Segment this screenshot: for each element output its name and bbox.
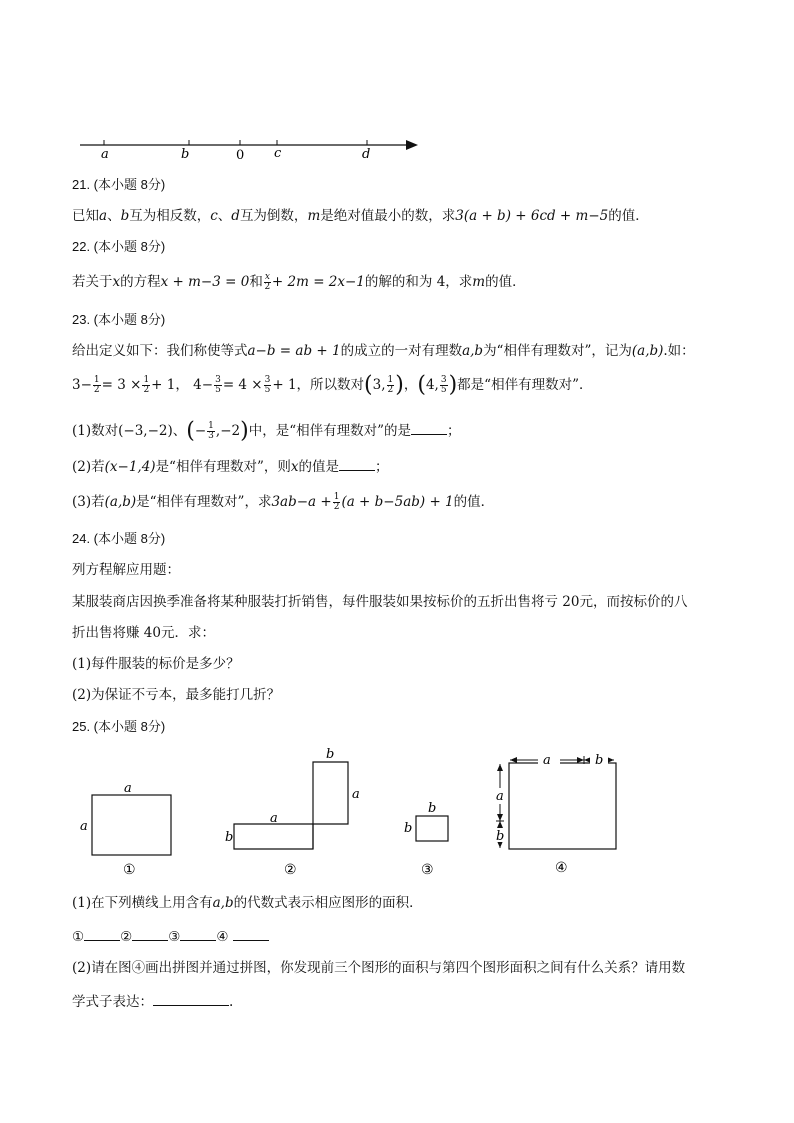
- q23-part2: (2)若(x−1,4)是“相伴有理数对”，则x的值是 ；: [72, 456, 389, 477]
- figure2-shape: [234, 762, 348, 849]
- fraction: $\frac{3}{5}$: [215, 375, 221, 395]
- answer-blank-relation[interactable]: [153, 991, 229, 1006]
- answer-blank-3[interactable]: [180, 926, 216, 941]
- figure1-label-top: a: [124, 781, 132, 796]
- q24-line1: 列方程解应用题：: [72, 562, 180, 578]
- q25-figures: [0, 740, 794, 880]
- figure4-label-left-a: a: [496, 789, 504, 804]
- fraction: $\frac{1}{2}$: [93, 375, 100, 395]
- figure4-label-left-b: b: [496, 829, 505, 844]
- q21-expression: 3(a + b) + 6cd + m−5: [455, 208, 609, 224]
- figure3-square: [416, 816, 448, 841]
- fraction: $\frac{3}{5}$: [440, 375, 447, 395]
- q21-text: 已知a、b互为相反数，c、d互为倒数，m是绝对值最小的数，求3(a + b) + 6cd + m−5的值．: [72, 208, 649, 224]
- arrow-icon: [584, 757, 591, 763]
- figure2-caption: ②: [284, 862, 297, 878]
- figure2-label-right-a: a: [352, 787, 360, 802]
- figure3-label-left: b: [404, 821, 413, 836]
- label-d: d: [362, 147, 371, 162]
- answer-blank-4[interactable]: [233, 926, 269, 941]
- q23-header: 23. (本小题 8分): [72, 312, 166, 327]
- figure1-square: [92, 795, 171, 855]
- q22-text: 若关于x的方程x + m−3 = 0和 $\frac{x}{2}$ + 2m = 2x−1的解的和为 4，求m的值．: [72, 272, 526, 292]
- answer-blank-1[interactable]: [84, 926, 120, 941]
- arrow-icon: [607, 757, 614, 763]
- q23-examples: 3− $\frac{1}{2}$ = 3 × $\frac{1}{2}$ + 1， 4− $\frac{3}{5}$ = 4 × $\frac{3}{5}$ + 1，所以数对(3, $\frac{1}{2}$ )，(4, $\frac{3}{5}$ )都是“相伴有理数对”．: [72, 372, 593, 398]
- number-line-arrow: [406, 140, 418, 150]
- figure1-caption: ①: [123, 862, 136, 878]
- q23-definition: 给出定义如下：我们称使等式a−b = ab + 1的成立的一对有理数a,b为“相伴有理数对”，记为(a,b).如：: [72, 343, 695, 359]
- answer-blank[interactable]: [339, 456, 375, 471]
- label-a: a: [101, 147, 109, 162]
- figure3-label-top: b: [428, 801, 437, 816]
- fraction: $\frac{x}{2}$: [264, 272, 271, 292]
- figure4-label-top-a: a: [543, 753, 551, 768]
- arrow-icon: [577, 757, 584, 763]
- figure2-label-left-b: b: [225, 830, 234, 845]
- number-line: [72, 130, 432, 170]
- fraction: $\frac{1}{2}$: [143, 375, 150, 395]
- label-b: b: [181, 147, 190, 162]
- q25-part1: (1)在下列横线上用含有a,b的代数式表示相应图形的面积．: [72, 895, 423, 911]
- fraction: $\frac{1}{3}$: [208, 421, 214, 441]
- arrow-icon: [497, 821, 503, 828]
- figure1-label-left: a: [80, 819, 88, 834]
- figure4-label-top-b: b: [595, 753, 604, 768]
- q25-header: 25. (本小题 8分): [72, 719, 166, 734]
- label-c: c: [274, 146, 282, 161]
- fraction: $\frac{3}{5}$: [264, 375, 271, 395]
- arrow-icon: [497, 814, 503, 821]
- q24-line3: 折出售将赚 40元．求：: [72, 625, 215, 641]
- fraction: $\frac{1}{2}$: [387, 375, 394, 395]
- q25-part2-line2: 学式子表达： .: [72, 991, 233, 1012]
- q24-part1: (1)每件服装的标价是多少？: [72, 656, 240, 672]
- q23-part1: (1)数对(−3,−2)、(− $\frac{1}{3}$ ,−2)中，是“相伴有理数对”的是 ；: [72, 418, 461, 444]
- q23-part3: (3)若(a,b)是“相伴有理数对”，求3ab−a + $\frac{1}{2}$ (a + b−5ab) + 1的值．: [72, 492, 495, 512]
- q21-header: 21. (本小题 8分): [72, 177, 166, 192]
- q25-blanks: ① ② ③ ④: [72, 926, 269, 947]
- q22-header: 22. (本小题 8分): [72, 239, 166, 254]
- label-0: 0: [236, 148, 245, 163]
- q25-part2-line1: (2)请在图④画出拼图并通过拼图，你发现前三个图形的面积与第四个图形面积之间有什么关系？请用数: [72, 960, 686, 976]
- fraction: $\frac{1}{2}$: [333, 492, 340, 512]
- q24-line2: 某服装商店因换季准备将某种服装打折销售，每件服装如果按标价的五折出售将亏 20元，而按标价的八: [72, 594, 688, 610]
- q24-header: 24. (本小题 8分): [72, 531, 166, 546]
- figure4-caption: ④: [555, 860, 568, 876]
- figure2-label-mid-a: a: [270, 811, 278, 826]
- figure3-caption: ③: [421, 862, 434, 878]
- arrow-icon: [510, 757, 517, 763]
- answer-blank[interactable]: [411, 420, 447, 435]
- figure2-label-top-b: b: [326, 747, 335, 762]
- arrow-icon: [497, 764, 503, 771]
- figure4-square: [509, 763, 616, 849]
- q24-part2: (2)为保证不亏本，最多能打几折？: [72, 687, 281, 703]
- answer-blank-2[interactable]: [132, 926, 168, 941]
